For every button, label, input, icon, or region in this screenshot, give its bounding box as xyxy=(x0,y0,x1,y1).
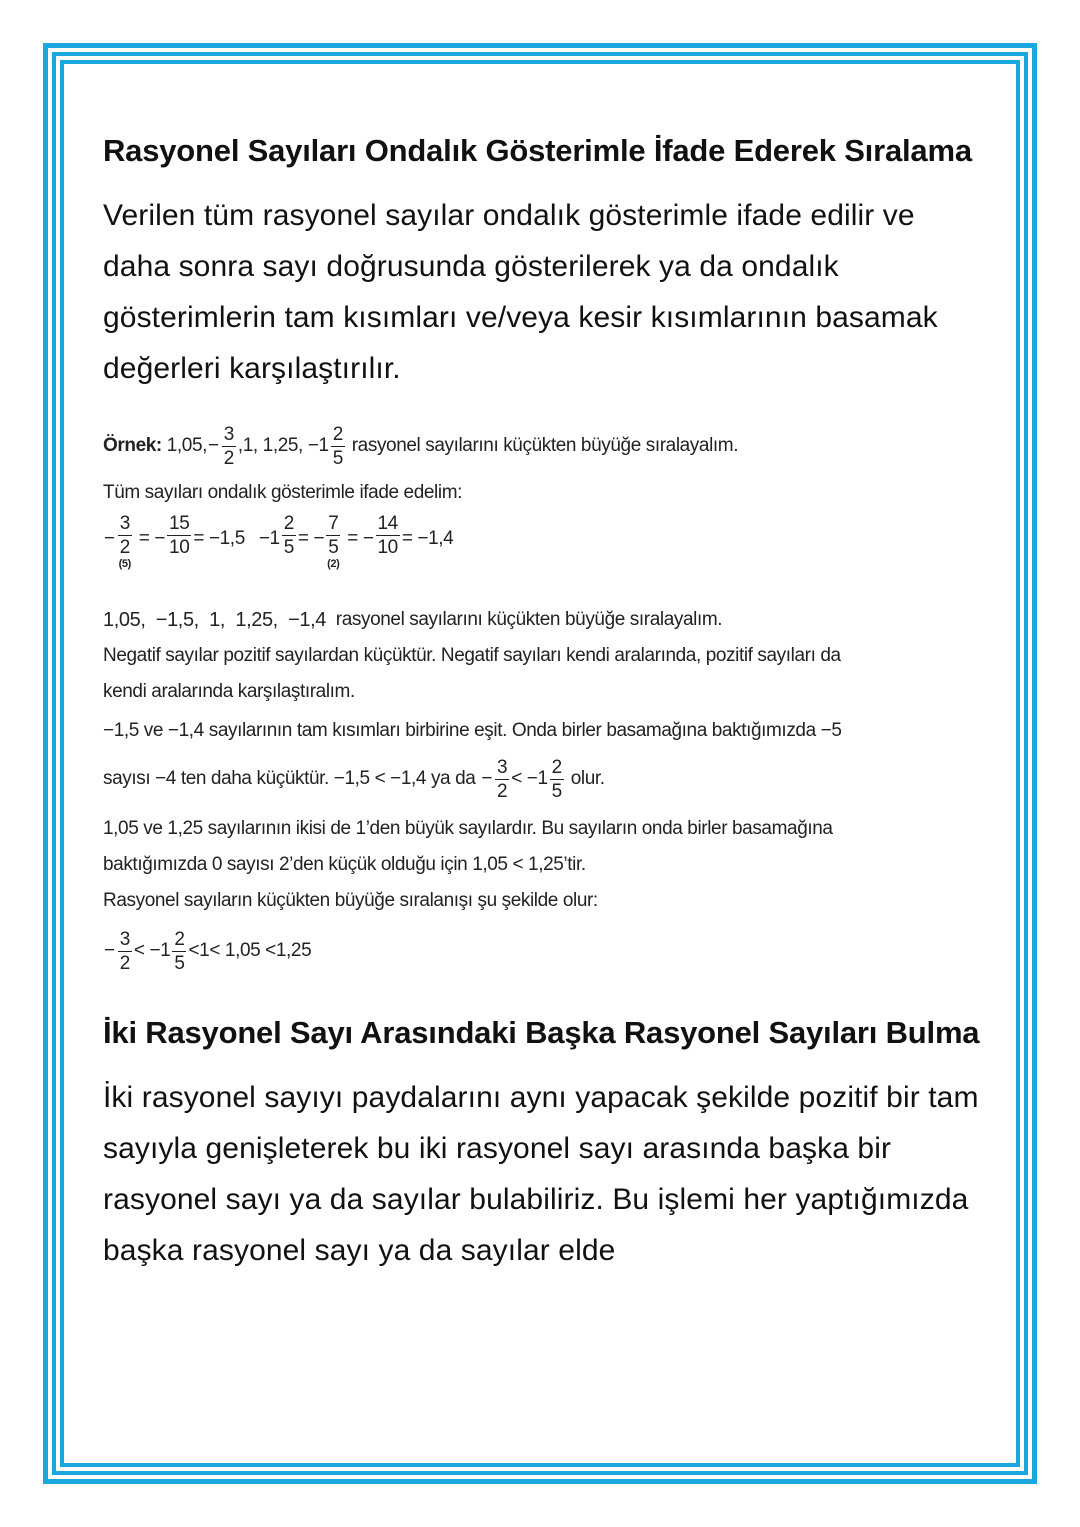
example-numbers-prefix: 1,05, xyxy=(166,435,207,456)
fraction-15-over-10 xyxy=(167,514,191,557)
fraction-3-over-2 xyxy=(118,514,132,570)
minus-sign: − xyxy=(208,435,219,456)
fraction-14-over-10 xyxy=(376,514,400,557)
minus-sign: − xyxy=(104,528,115,549)
compare-pos-text-1: 1,05 ve 1,25 sayılarının ikisi de 1’den büyük sayılardır. Bu sayıların onda birler basamağına xyxy=(103,818,833,839)
conversion2-result: = −1,4 xyxy=(401,528,454,549)
denominator: 2 xyxy=(497,780,508,802)
numerator: 14 xyxy=(377,513,398,534)
example-statement-suffix: rasyonel sayılarını küçükten büyüğe sıralayalım. xyxy=(351,435,739,456)
denominator: 2 xyxy=(223,447,234,469)
fraction-two-fifths xyxy=(331,425,345,468)
numerator: 2 xyxy=(283,513,294,534)
compare-positives-line-2 xyxy=(103,847,983,883)
convert-intro-text: Tüm sayıları ondalık gösterimle ifade edelim: xyxy=(103,482,462,503)
numerator: 3 xyxy=(119,928,130,950)
decimal-list: 1,05, −1,5, 1, 1,25, −1,4 xyxy=(103,608,327,631)
compare-negatives-line-2 xyxy=(103,749,983,809)
numerator: 3 xyxy=(223,423,234,445)
expansion-note: (2) xyxy=(327,558,340,570)
compare-neg-suffix: olur. xyxy=(570,768,605,789)
mixed-whole: −1 xyxy=(258,528,280,549)
section-paragraph-ordering: Verilen tüm rasyonel sayılar ondalık gösterimle ifade edilir ve daha sonra sayı doğrusunda gösterilerek ya da ondalık gösterimlerin tam kısımları ve/veya kesir kısımlarının basamak değerleri karşılaştırılır. xyxy=(103,199,938,385)
conversion1-result: = −1,5 xyxy=(193,528,245,549)
section-heading-between: İki Rasyonel Sayı Arasındaki Başka Rasyonel Sayıları Bulma xyxy=(103,1015,980,1050)
less-than-minus-one: < −1 xyxy=(511,768,548,789)
numerator: 3 xyxy=(497,756,508,778)
compare-positives-line-1 xyxy=(103,811,983,847)
denominator: 5 xyxy=(551,780,562,802)
section-paragraph-between: İki rasyonel sayıyı paydalarını aynı yapacak şekilde pozitif bir tam sayıyla genişleterek bu iki rasyonel sayı arasında başka bir rasyonel sayı ya da sayılar bulabiliriz. Bu işlemi her yaptığımızda başka rasyonel sayı ya da sayılar elde xyxy=(103,1081,979,1267)
denominator: 2 xyxy=(119,952,130,974)
fraction-3-over-2 xyxy=(118,930,132,973)
fraction-2-over-5 xyxy=(172,930,186,973)
example-statement xyxy=(103,416,983,476)
numerator: 7 xyxy=(328,513,339,534)
example-block xyxy=(103,416,983,979)
less-than-minus-one: < −1 xyxy=(133,940,171,961)
equals-minus: = − xyxy=(297,528,325,549)
example-label: Örnek: xyxy=(103,435,162,456)
numerator: 3 xyxy=(119,513,130,534)
fraction-7-over-5 xyxy=(326,514,340,570)
fraction-2-over-5 xyxy=(282,514,296,557)
expansion-note: (5) xyxy=(118,558,131,570)
conversion-equations: − 3 2 (5) = − $\frac{15}{10}$ = −1,5 −1 $\frac{2}{5}$ = − 7 5 (2) = − $\frac{14}{10}$ = −1,4 xyxy=(104,513,454,570)
negatives-text-2: kendi aralarında karşılaştıralım. xyxy=(103,681,355,702)
ordering-rest: <1< 1,05 <1,25 xyxy=(188,940,312,961)
minus-sign: − xyxy=(481,768,493,789)
fraction-3-over-2 xyxy=(495,758,509,801)
decimal-list-suffix: rasyonel sayılarını küçükten büyüğe sıralayalım. xyxy=(335,609,723,630)
final-ordering xyxy=(103,923,983,979)
denominator: 5 xyxy=(174,952,185,974)
numerator: 15 xyxy=(169,513,190,534)
denominator: 5 xyxy=(328,537,339,558)
compare-negatives-line-1 xyxy=(103,713,983,749)
document-content xyxy=(103,125,983,1276)
denominator: 10 xyxy=(169,537,190,558)
compare-pos-text-2: baktığımızda 0 sayısı 2’den küçük olduğu için 1,05 < 1,25’tir. xyxy=(103,854,586,875)
denominator: 2 xyxy=(119,537,130,558)
denominator: 10 xyxy=(377,537,398,558)
negatives-text-1: Negatif sayılar pozitif sayılardan küçüktür. Negatif sayıları kendi aralarında, pozitif sayıları da xyxy=(103,645,841,666)
fraction-2-over-5 xyxy=(550,758,564,801)
example-numbers-mid: ,1, 1,25, −1 xyxy=(237,435,329,456)
denominator: 5 xyxy=(332,447,343,469)
compare-neg-text-1: −1,5 ve −1,4 sayılarının tam kısımları birbirine eşit. Onda birler basamağına baktığımızda −5 xyxy=(103,720,842,741)
negatives-line-1 xyxy=(103,638,983,674)
ordering-intro-text: Rasyonel sayıların küçükten büyüğe sıralanışı şu şekilde olur: xyxy=(103,890,598,911)
minus-sign: − xyxy=(104,940,115,961)
section-heading-ordering: Rasyonel Sayıları Ondalık Gösterimle İfade Ederek Sıralama xyxy=(103,133,972,168)
ordering-intro xyxy=(103,883,983,919)
convert-intro xyxy=(103,478,983,508)
negatives-line-2 xyxy=(103,674,983,710)
decimal-list-line xyxy=(103,602,983,638)
numerator: 2 xyxy=(332,423,343,445)
numerator: 2 xyxy=(174,928,185,950)
fraction-three-halves xyxy=(222,425,236,468)
denominator: 5 xyxy=(283,537,294,558)
compare-neg-prefix: sayısı −4 ten daha küçüktür. −1,5 < −1,4 ya da xyxy=(103,768,476,789)
numerator: 2 xyxy=(551,756,562,778)
